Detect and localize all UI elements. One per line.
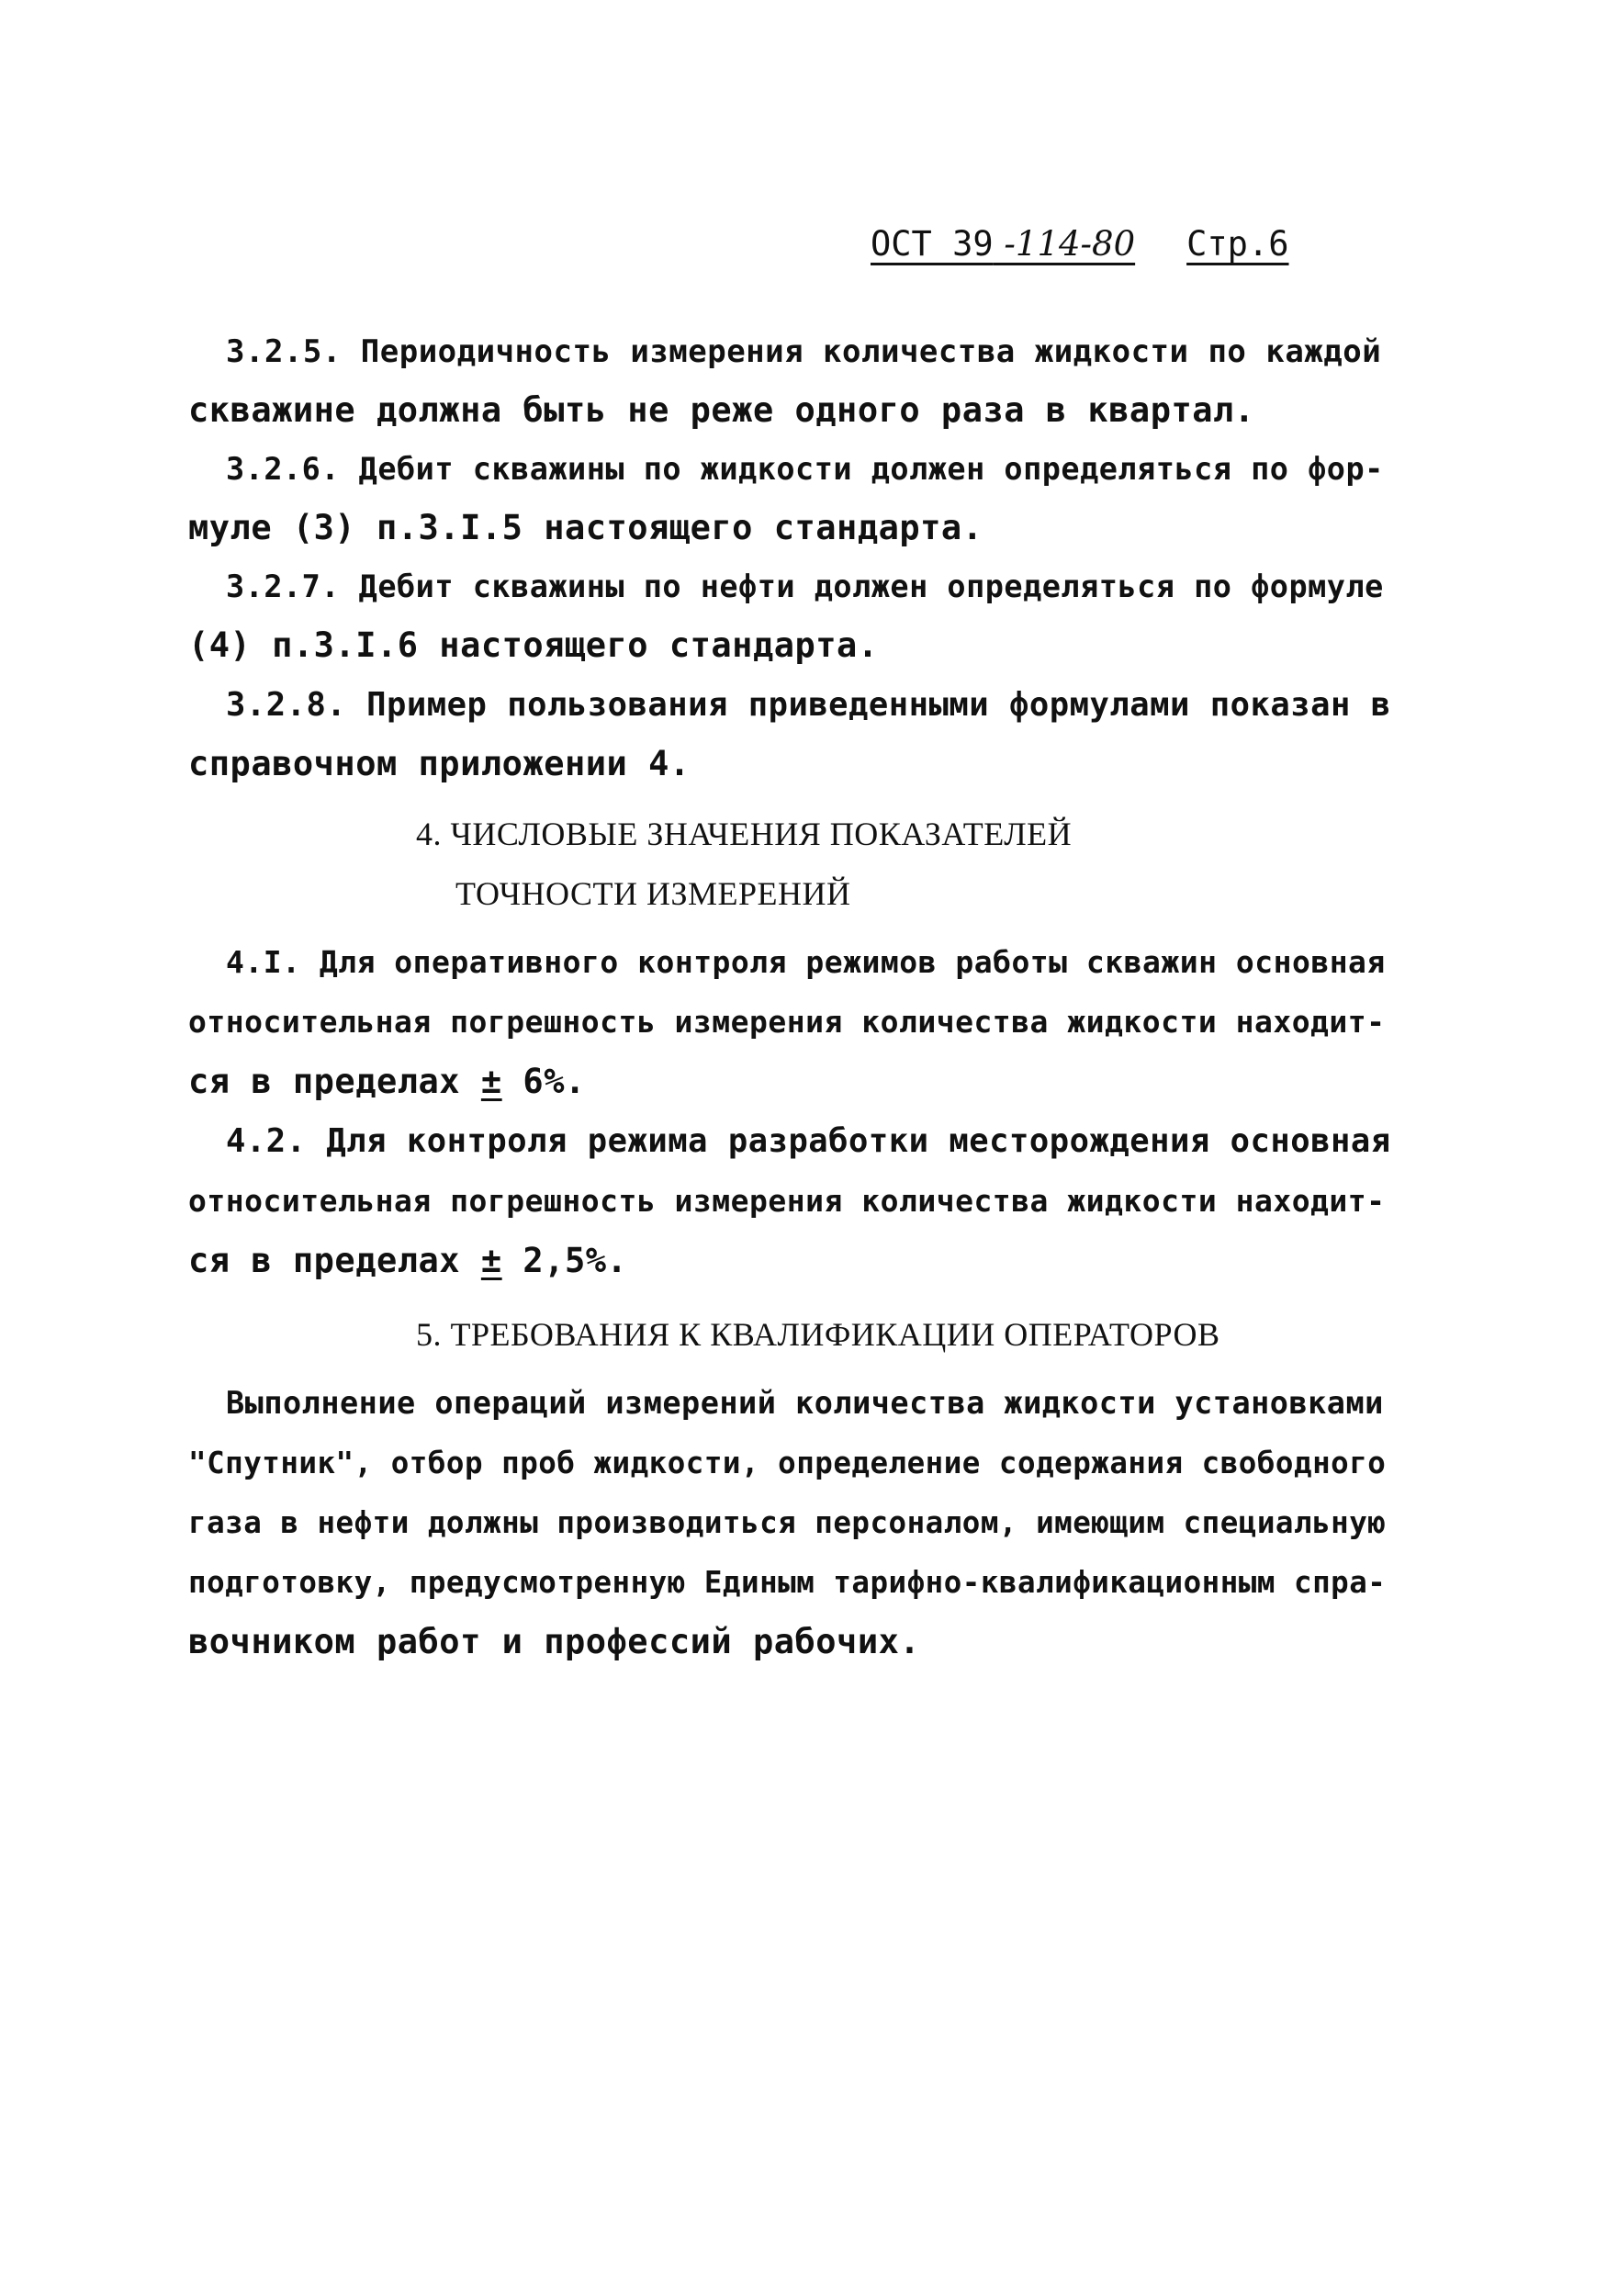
paragraph-3-2-8-line1: 3.2.8. Пример пользования приведенными формулами показан в bbox=[226, 686, 1391, 724]
paragraph-4-1-line2: относительная погрешность измерения количества жидкости находит- bbox=[188, 1004, 1386, 1040]
tolerance-value: 2,5%. bbox=[501, 1241, 628, 1280]
paragraph-3-2-5-line2: скважине должна быть не реже одного раза в квартал. bbox=[188, 390, 1255, 430]
section-5-line4: подготовку, предусмотренную Единым тарифно-квалификационным спра- bbox=[188, 1565, 1387, 1600]
plus-minus-sign: ± bbox=[480, 1062, 502, 1101]
paragraph-3-2-7-line2: (4) п.3.I.6 настоящего стандарта. bbox=[188, 625, 879, 665]
page-number: Стр.6 bbox=[1186, 224, 1289, 264]
paragraph-3-2-7-line1: 3.2.7. Дебит скважины по нефти должен определяться по формуле bbox=[226, 568, 1384, 604]
paragraph-3-2-6-line2: муле (3) п.3.I.5 настоящего стандарта. bbox=[188, 508, 983, 547]
paragraph-4-1-line3 bbox=[188, 1056, 586, 1108]
standard-code: ОСТ 39 bbox=[871, 224, 994, 264]
plus-minus-sign: ± bbox=[480, 1241, 502, 1280]
section-4-title-line2: ТОЧНОСТИ ИЗМЕРЕНИЙ bbox=[455, 875, 851, 912]
section-5-title: 5. ТРЕБОВАНИЯ К КВАЛИФИКАЦИИ ОПЕРАТОРОВ bbox=[416, 1316, 1220, 1353]
standard-number: -114-80 bbox=[993, 224, 1136, 264]
section-5-line5: вочником работ и профессий рабочих. bbox=[188, 1622, 921, 1661]
paragraph-3-2-5-line1: 3.2.5. Периодичность измерения количества жидкости по каждой bbox=[226, 333, 1382, 370]
tolerance-value: 6%. bbox=[501, 1062, 586, 1101]
section-5-line3: газа в нефти должны производиться персоналом, имеющим специальную bbox=[188, 1505, 1387, 1540]
paragraph-4-1-line3-text: ся в пределах bbox=[188, 1062, 481, 1101]
page-header bbox=[871, 219, 1302, 270]
paragraph-3-2-6-line1: 3.2.6. Дебит скважины по жидкости должен определяться по фор- bbox=[226, 451, 1384, 487]
paragraph-3-2-8-line2: справочном приложении 4. bbox=[188, 744, 691, 783]
section-5-line1: Выполнение операций измерений количества жидкости установками bbox=[226, 1385, 1384, 1421]
section-4-title-line1: 4. ЧИСЛОВЫЕ ЗНАЧЕНИЯ ПОКАЗАТЕЛЕЙ bbox=[416, 816, 1073, 852]
paragraph-4-1-line1: 4.I. Для оперативного контроля режимов работы скважин основная bbox=[226, 944, 1386, 980]
paragraph-4-2-line2: относительная погрешность измерения количества жидкости находит- bbox=[188, 1183, 1386, 1219]
section-5-line2: "Спутник", отбор проб жидкости, определение содержания свободного bbox=[188, 1446, 1387, 1480]
paragraph-4-2-line1: 4.2. Для контроля режима разработки месторождения основная bbox=[226, 1122, 1391, 1160]
paragraph-4-2-line3 bbox=[188, 1235, 627, 1287]
paragraph-4-2-line3-text: ся в пределах bbox=[188, 1241, 481, 1280]
